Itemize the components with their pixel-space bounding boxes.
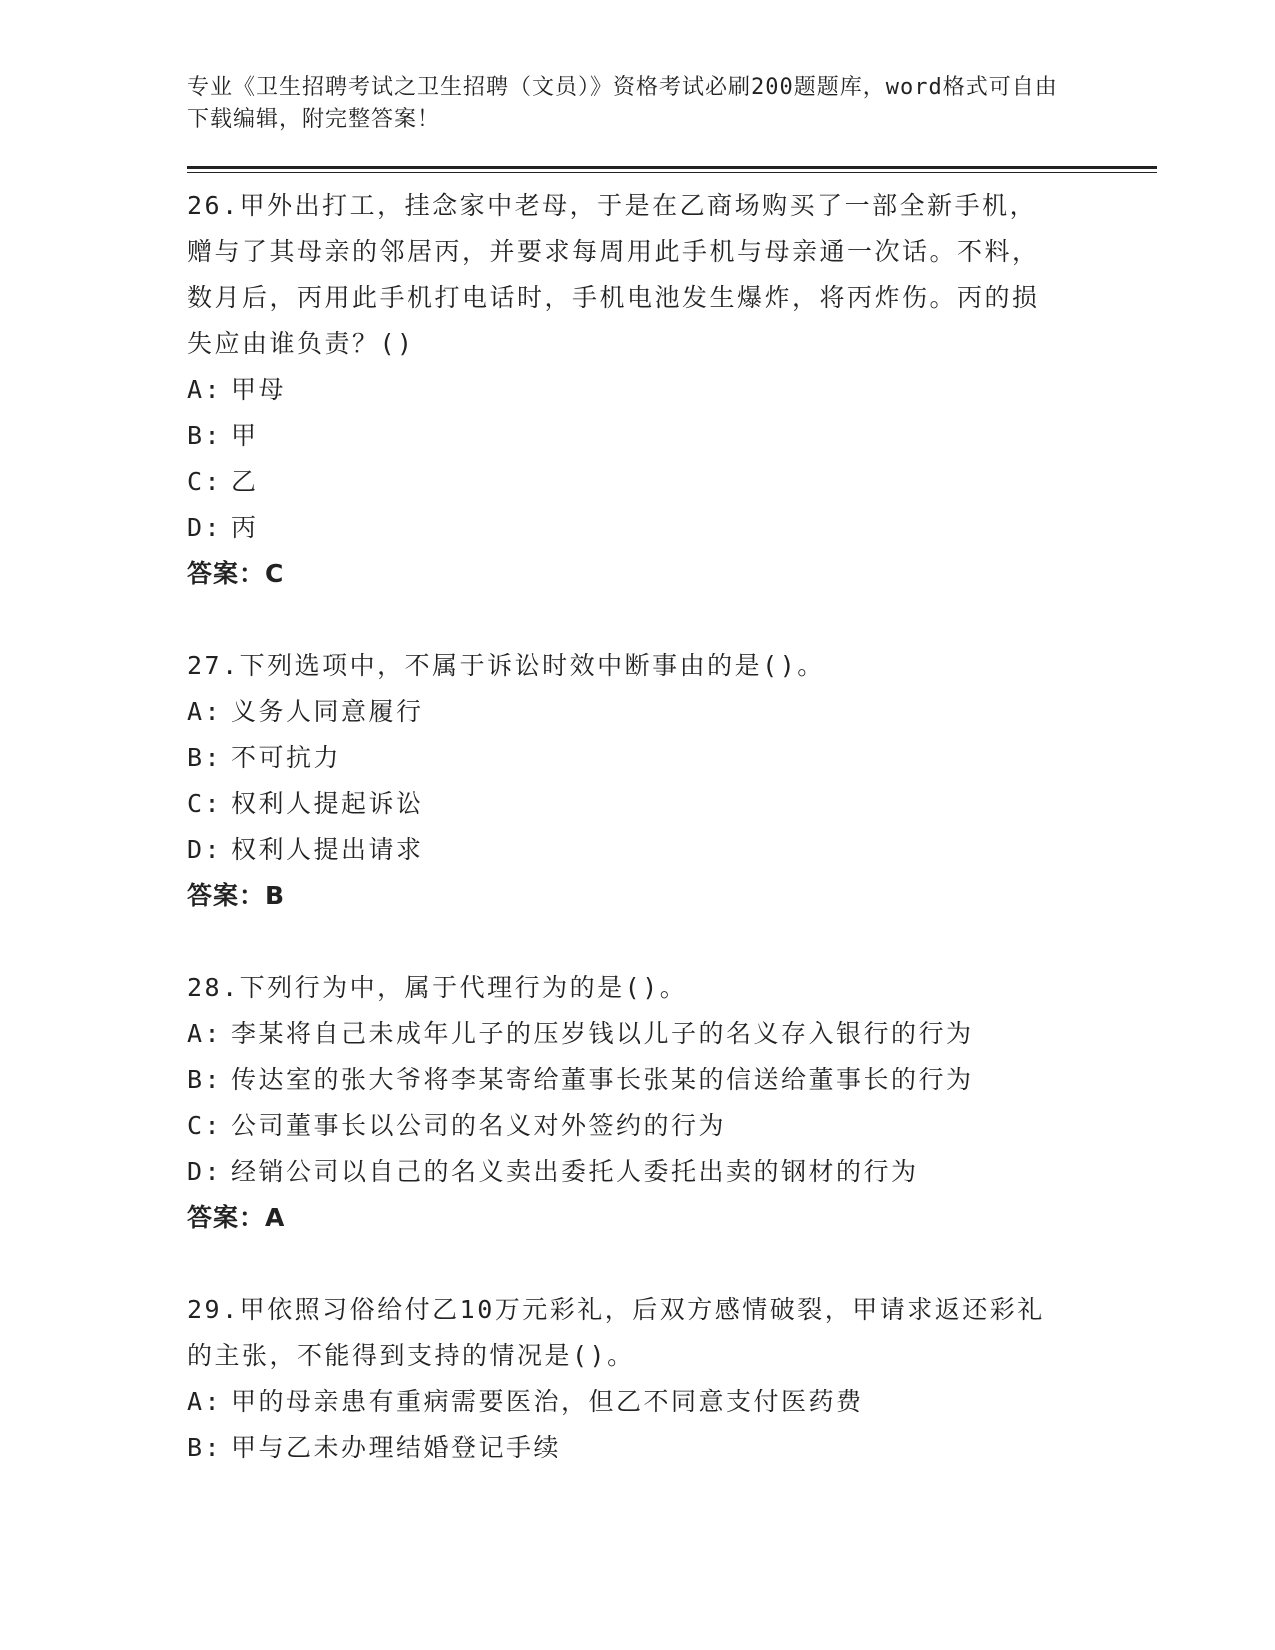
- option-key: D:: [187, 835, 223, 864]
- option-key: D:: [187, 1157, 223, 1186]
- option-key: B:: [187, 1433, 223, 1462]
- option-b: [187, 1057, 1157, 1103]
- option-text: 甲的母亲患有重病需要医治，但乙不同意支付医药费: [231, 1387, 864, 1416]
- option-a: [187, 689, 1157, 735]
- question-text: 26.甲外出打工，挂念家中老母，于是在乙商场购买了一部全新手机，赠与了其母亲的邻居丙，并要求每周用此手机与母亲通一次话。不料，数月后，丙用此手机打电话时，手机电池发生爆炸，将丙炸伤。丙的损失应由谁负责？(): [187, 191, 1040, 358]
- document-page: [187, 72, 1157, 1517]
- option-key: B:: [187, 1065, 223, 1094]
- option-key: C:: [187, 1111, 223, 1140]
- question-text: 27.下列选项中，不属于诉讼时效中断事由的是()。: [187, 651, 825, 680]
- option-a: [187, 367, 1157, 413]
- option-b: [187, 1425, 1157, 1471]
- answer-line: 答案：A: [187, 1203, 286, 1232]
- option-key: A:: [187, 1387, 223, 1416]
- option-text: 丙: [231, 513, 259, 542]
- option-text: 不可抗力: [231, 743, 342, 772]
- option-key: C:: [187, 789, 223, 818]
- answer-line: 答案：B: [187, 881, 286, 910]
- option-d: [187, 827, 1157, 873]
- option-key: D:: [187, 513, 223, 542]
- question-27: [187, 643, 1157, 919]
- option-text: 权利人提起诉讼: [231, 789, 424, 818]
- question-29: [187, 1287, 1157, 1471]
- option-key: A:: [187, 1019, 223, 1048]
- option-text: 李某将自己未成年儿子的压岁钱以儿子的名义存入银行的行为: [231, 1019, 974, 1048]
- option-key: A:: [187, 375, 223, 404]
- header-divider: [187, 166, 1157, 173]
- answer-line: 答案：C: [187, 559, 285, 588]
- option-text: 义务人同意履行: [231, 697, 424, 726]
- option-text: 经销公司以自己的名义卖出委托人委托出卖的钢材的行为: [231, 1157, 919, 1186]
- option-c: [187, 1103, 1157, 1149]
- question-28: [187, 965, 1157, 1241]
- divider-thin-line: [187, 172, 1157, 173]
- option-text: 甲: [231, 421, 259, 450]
- option-d: [187, 1149, 1157, 1195]
- option-key: A:: [187, 697, 223, 726]
- option-text: 乙: [231, 467, 259, 496]
- option-text: 甲与乙未办理结婚登记手续: [231, 1433, 562, 1462]
- option-a: [187, 1011, 1157, 1057]
- option-a: [187, 1379, 1157, 1425]
- question-text: 29.甲依照习俗给付乙10万元彩礼，后双方感情破裂，甲请求返还彩礼的主张，不能得到支持的情况是()。: [187, 1295, 1045, 1370]
- question-26: [187, 183, 1157, 597]
- option-text: 传达室的张大爷将李某寄给董事长张某的信送给董事长的行为: [231, 1065, 974, 1094]
- option-c: [187, 459, 1157, 505]
- question-list: [187, 183, 1157, 1471]
- option-key: B:: [187, 421, 223, 450]
- option-text: 甲母: [231, 375, 287, 404]
- question-text: 28.下列行为中，属于代理行为的是()。: [187, 973, 688, 1002]
- option-text: 权利人提出请求: [231, 835, 424, 864]
- option-key: B:: [187, 743, 223, 772]
- option-d: [187, 505, 1157, 551]
- option-b: [187, 735, 1157, 781]
- option-key: C:: [187, 467, 223, 496]
- document-header: 专业《卫生招聘考试之卫生招聘（文员）》资格考试必刷200题题库，word格式可自由下载编辑，附完整答案！: [187, 75, 1058, 132]
- option-b: [187, 413, 1157, 459]
- option-c: [187, 781, 1157, 827]
- option-text: 公司董事长以公司的名义对外签约的行为: [231, 1111, 727, 1140]
